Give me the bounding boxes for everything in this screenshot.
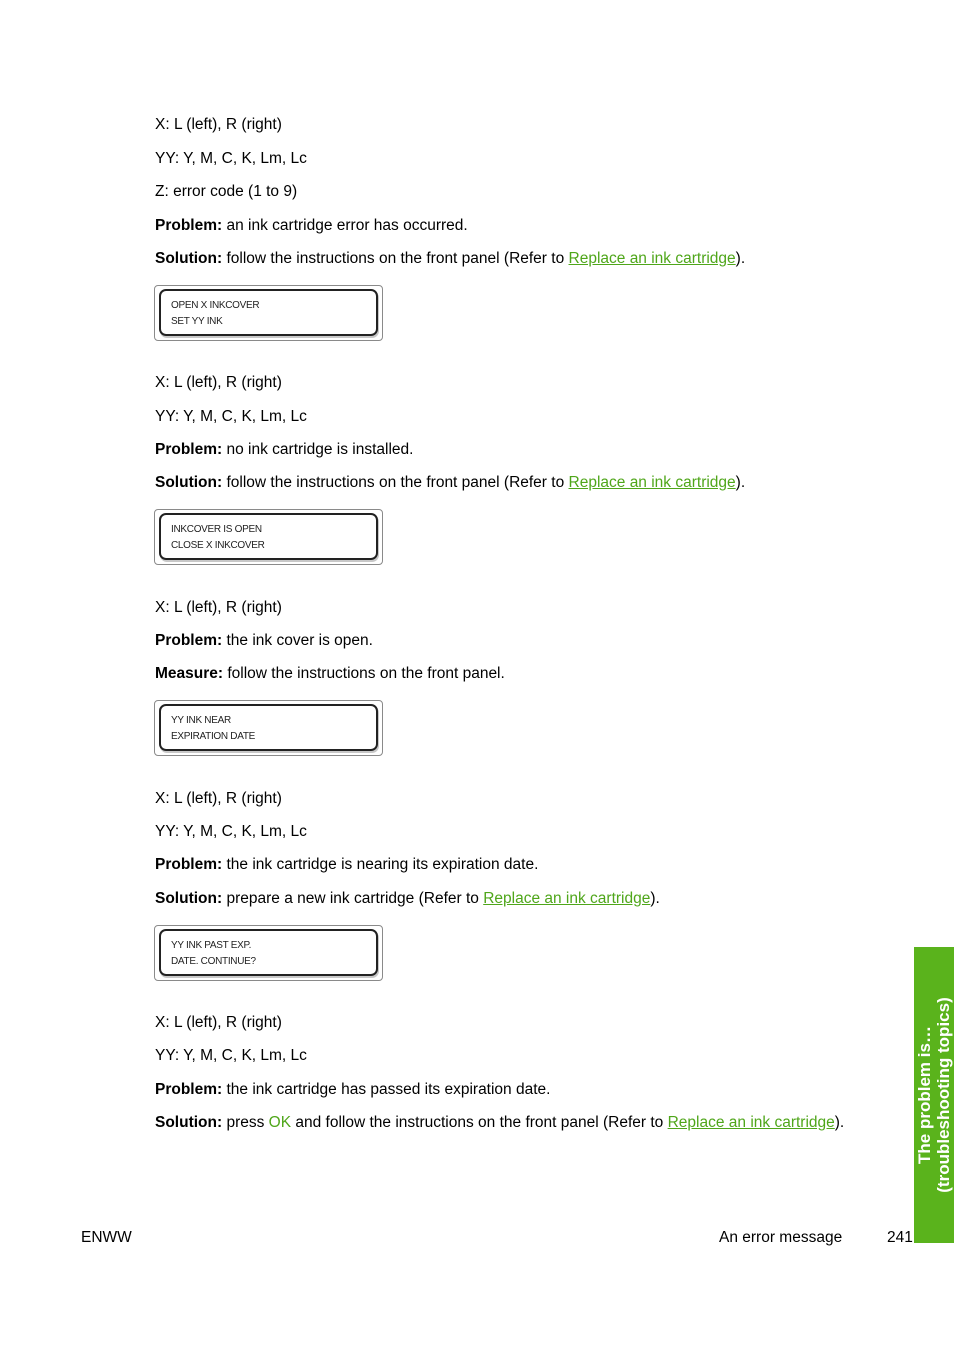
variable-x-line: X: L (left), R (right)	[155, 1014, 282, 1031]
replace-ink-cartridge-link[interactable]: Replace an ink cartridge	[667, 1114, 835, 1131]
problem-line	[155, 856, 538, 874]
panel-line-1: OPEN X INKCOVER	[171, 300, 260, 311]
replace-ink-cartridge-link[interactable]: Replace an ink cartridge	[568, 250, 736, 267]
problem-label: Problem:	[155, 632, 223, 649]
variable-yy-line: YY: Y, M, C, K, Lm, Lc	[155, 1047, 307, 1064]
panel-line-2: CLOSE X INKCOVER	[171, 540, 265, 551]
solution-text: follow the instructions on the front panel (Refer to	[222, 250, 569, 267]
measure-text: follow the instructions on the front panel.	[223, 665, 505, 682]
front-panel-screen	[159, 704, 378, 751]
solution-line	[155, 890, 660, 908]
front-panel-screen	[159, 929, 378, 976]
solution-line	[155, 474, 745, 492]
panel-line-1: INKCOVER IS OPEN	[171, 524, 262, 535]
variable-yy-line: YY: Y, M, C, K, Lm, Lc	[155, 823, 307, 840]
solution-label: Solution:	[155, 1114, 223, 1131]
problem-line	[155, 632, 373, 650]
variable-yy-line: YY: Y, M, C, K, Lm, Lc	[155, 150, 307, 167]
problem-label: Problem:	[155, 441, 223, 458]
front-panel-display	[154, 509, 383, 565]
replace-ink-cartridge-link[interactable]: Replace an ink cartridge	[483, 890, 651, 907]
solution-label: Solution:	[155, 474, 223, 491]
variable-x-line: X: L (left), R (right)	[155, 790, 282, 807]
solution-end: ).	[735, 250, 746, 267]
ok-key-label: OK	[268, 1114, 292, 1131]
problem-label: Problem:	[155, 217, 223, 234]
problem-line	[155, 441, 413, 459]
variable-yy-line: YY: Y, M, C, K, Lm, Lc	[155, 408, 307, 425]
footer-enww: ENWW	[81, 1229, 132, 1246]
chapter-side-tab	[914, 947, 954, 1243]
solution-end: ).	[650, 890, 660, 907]
variable-x-line: X: L (left), R (right)	[155, 374, 282, 391]
measure-line	[155, 665, 505, 683]
solution-end: ).	[735, 474, 746, 491]
problem-label: Problem:	[155, 856, 223, 873]
solution-label: Solution:	[155, 250, 223, 267]
panel-line-1: YY INK NEAR	[171, 715, 231, 726]
solution-end: ).	[834, 1114, 845, 1131]
panel-line-1: YY INK PAST EXP.	[171, 940, 252, 951]
measure-label: Measure:	[155, 665, 224, 682]
chapter-side-tab-label	[915, 997, 953, 1192]
panel-line-2: SET YY INK	[171, 316, 223, 327]
problem-text: the ink cartridge is nearing its expiration date.	[222, 856, 539, 873]
front-panel-screen	[159, 513, 378, 560]
variable-z-line: Z: error code (1 to 9)	[155, 183, 298, 200]
problem-text: the ink cartridge has passed its expiration date.	[222, 1081, 551, 1098]
problem-label: Problem:	[155, 1081, 223, 1098]
solution-text-a: press	[222, 1114, 269, 1131]
problem-text: an ink cartridge error has occurred.	[222, 217, 468, 234]
panel-line-2: EXPIRATION DATE	[171, 731, 256, 742]
problem-text: no ink cartridge is installed.	[222, 441, 414, 458]
front-panel-screen	[159, 289, 378, 336]
variable-x-line: X: L (left), R (right)	[155, 599, 282, 616]
front-panel-display	[154, 285, 383, 341]
footer-section-title: An error message	[719, 1229, 843, 1246]
solution-line	[155, 250, 745, 268]
side-tab-line-2: (troubleshooting topics)	[934, 997, 953, 1193]
problem-line	[155, 217, 468, 235]
solution-label: Solution:	[155, 890, 223, 907]
problem-line	[155, 1081, 550, 1099]
solution-line	[155, 1114, 844, 1132]
front-panel-display	[154, 700, 383, 756]
problem-text: the ink cover is open.	[222, 632, 373, 649]
front-panel-display	[154, 925, 383, 981]
variable-x-line: X: L (left), R (right)	[155, 116, 282, 133]
replace-ink-cartridge-link[interactable]: Replace an ink cartridge	[568, 474, 736, 491]
solution-text: prepare a new ink cartridge (Refer to	[222, 890, 484, 907]
solution-text: follow the instructions on the front panel (Refer to	[222, 474, 569, 491]
panel-line-2: DATE. CONTINUE?	[171, 956, 256, 967]
solution-text-b: and follow the instructions on the front panel (Refer to	[291, 1114, 668, 1131]
side-tab-line-1: The problem is…	[915, 1026, 934, 1164]
footer-page-number: 241	[887, 1229, 913, 1246]
